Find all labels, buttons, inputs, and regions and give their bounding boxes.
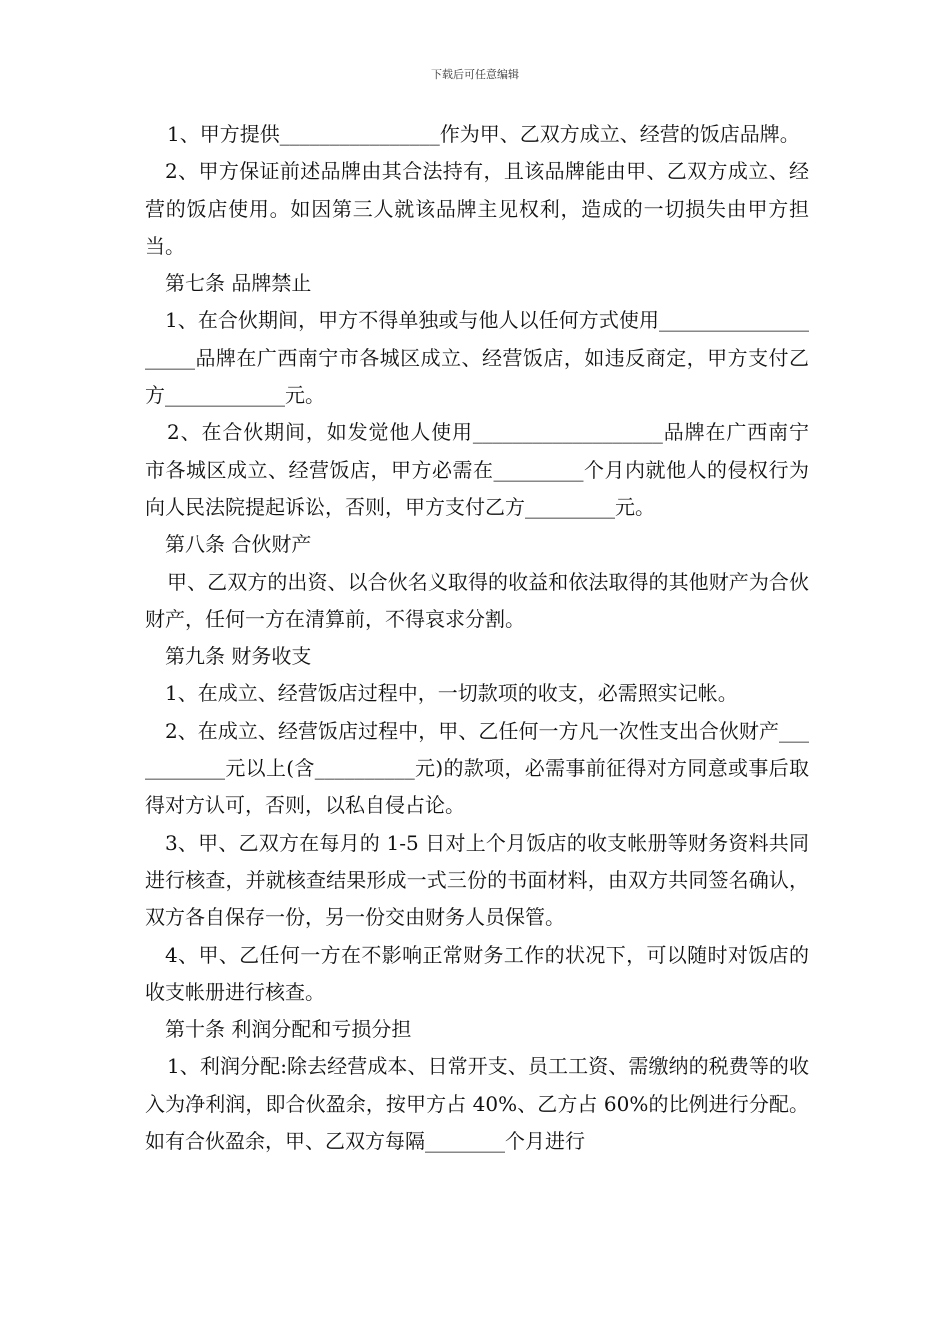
paragraph: 1、在成立、经营饭店过程中，一切款项的收支，必需照实记帐。: [165, 681, 738, 706]
paragraph: 第七条 品牌禁止: [165, 271, 312, 296]
paragraph: 2、在合伙期间，如发觉他人使用___________________品牌在广西南宁市各城区成立、经营饭店，甲方必需在_________个月内就他人的侵权行为向人民法院提起诉讼，否则，甲方支付乙方_________元。: [145, 420, 809, 519]
paragraph: 3、甲、乙双方在每月的 1-5 日对上个月饭店的收支帐册等财务资料共同进行核查，并就核查结果形成一式三份的书面材料，由双方共同签名确认，双方各自保存一份，另一份交由财务人员保管。: [145, 830, 809, 930]
paragraph: 1、甲方提供________________作为甲、乙双方成立、经营的饭店品牌。: [167, 122, 800, 146]
paragraph: 甲、乙双方的出资、以合伙名义取得的收益和依法取得的其他财产为合伙财产，任何一方在清算前，不得哀求分割。: [145, 569, 809, 631]
paragraph: 1、利润分配:除去经营成本、日常开支、员工工资、需缴纳的税费等的收入为净利润，即合伙盈余，按甲方占 40%、乙方占 60%的比例进行分配。如有合伙盈余，甲、乙双方每隔________个月进行: [145, 1054, 809, 1154]
paragraph: 4、甲、乙任何一方在不影响正常财务工作的状况下，可以随时对饭店的收支帐册进行核查。: [145, 942, 809, 1004]
document-body: [145, 116, 809, 1160]
paragraph: 2、在成立、经营饭店过程中，甲、乙任何一方凡一次性支出合伙财产___________元以上(含__________元)的款项，必需事前征得对方同意或事后取得对方认可，否则，以私自侵占论。: [145, 718, 809, 818]
paragraph: 2、甲方保证前述品牌由其合法持有，且该品牌能由甲、乙双方成立、经营的饭店使用。如因第三人就该品牌主见权利，造成的一切损失由甲方担当。: [145, 159, 809, 258]
paragraph: 1、在合伙期间，甲方不得单独或与他人以任何方式使用____________________品牌在广西南宁市各城区成立、经营饭店，如违反商定，甲方支付乙方____________元。: [145, 308, 809, 408]
page-header-note: 下载后可任意编辑: [431, 68, 519, 81]
paragraph: 第十条 利润分配和亏损分担: [165, 1017, 412, 1042]
paragraph: 第九条 财务收支: [165, 644, 312, 669]
paragraph: 第八条 合伙财产: [165, 532, 312, 557]
